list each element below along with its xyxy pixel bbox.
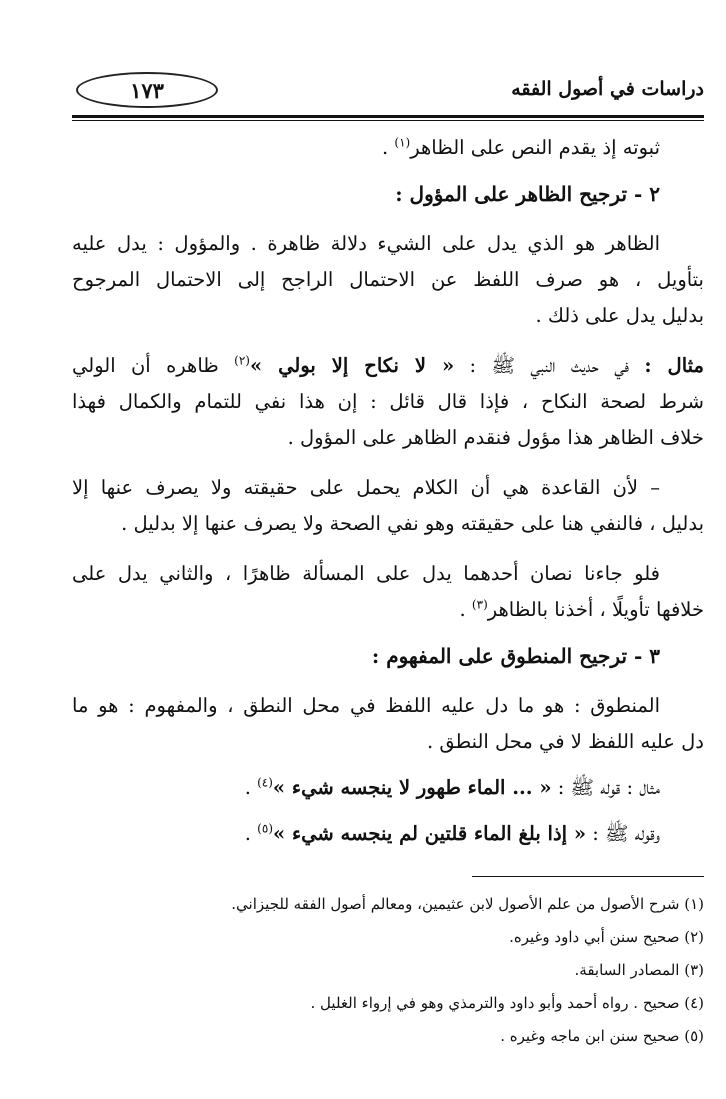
text-line: خلافها تأويلًا ، أخذنا بالظاهر$^{(٣)}$ . xyxy=(459,597,704,621)
text-line: بدليل ، فالنفي هنا على حقيقته وهو نفي الصحة ولا يصرف عنها إلا بدليل . xyxy=(121,512,704,535)
footnote-ref[interactable]: (٣) xyxy=(471,597,488,612)
section-heading: ٣ - ترجيح المنطوق على المفهوم : xyxy=(371,644,660,668)
footnote-item: (٢) صحيح سنن أبي داود وغيره. xyxy=(509,928,704,946)
footnote-item: (٥) صحيح سنن ابن ماجه وغيره . xyxy=(500,1027,704,1045)
example-label: مثال : xyxy=(644,354,704,377)
footnote-ref[interactable]: (٢) xyxy=(234,353,250,368)
footnote-ref[interactable]: (١) xyxy=(394,135,411,150)
text-line: دل عليه اللفظ لا في محل النطق . xyxy=(426,730,704,753)
main-text xyxy=(72,130,704,852)
text-line: شرط لصحة النكاح ، فإذا قال قائل : إن هذا نفي للتمام والكمال فهذا xyxy=(72,390,704,413)
text-line: الظاهر هو الذي يدل على الشيء دلالة ظاهرة . والمؤول : يدل عليه xyxy=(72,232,660,255)
hadith-quote: « لا نكاح إلا بولي » xyxy=(249,354,455,377)
hadith-quote: « ... الماء طهور لا ينجسه شيء » xyxy=(272,776,552,799)
text-line: خلاف الظاهر هذا مؤول فنقدم الظاهر على المؤول . xyxy=(287,426,704,449)
text-line: بتأويل ، هو صرف اللفظ عن الاحتمال الراجح إلى الاحتمال المرجوح xyxy=(72,268,704,291)
page-number xyxy=(76,72,218,108)
hadith-quote: « إذا بلغ الماء قلتين لم ينجسه شيء » xyxy=(273,822,587,845)
text-line: مثال : في حديث النبي ﷺ : « لا نكاح إلا بولي »$^{(٢)}$ ظاهره أن الولي xyxy=(72,353,704,377)
text-line: مثال : قوله ﷺ : « ... الماء طهور لا ينجسه شيء »$^{(٤)}$ . xyxy=(244,775,660,799)
footnote-item: (٤) صحيح . رواه أحمد وأبو داود والترمذي وهو في إرواء الغليل . xyxy=(310,994,704,1012)
footnote-separator xyxy=(472,876,704,877)
text-line: ثبوته إذ يقدم النص على الظاهر$^{(١)}$ . xyxy=(381,135,660,159)
footnote-item: (٣) المصادر السابقة. xyxy=(574,961,704,979)
header-rule-thick xyxy=(72,115,704,118)
running-title: دراسات في أصول الفقه xyxy=(511,78,704,100)
text-line: فلو جاءنا نصان أحدهما يدل على المسألة ظاهرًا ، والثاني يدل على xyxy=(72,562,660,585)
section-heading: ٢ - ترجيح الظاهر على المؤول : xyxy=(395,182,660,206)
page-number-text: ١٧٣ xyxy=(130,77,164,103)
text-line: المنطوق : هو ما دل عليه اللفظ في محل النطق ، والمفهوم : هو ما xyxy=(72,694,660,717)
text-line: وقوله ﷺ : « إذا بلغ الماء قلتين لم ينجسه شيء »$^{(٥)}$ . xyxy=(244,821,660,845)
footnote-ref[interactable]: (٤) xyxy=(257,775,273,790)
footnotes xyxy=(72,888,704,1053)
page-header xyxy=(72,68,704,118)
text-line: بدليل يدل على ذلك . xyxy=(535,304,704,327)
header-rule-thin xyxy=(72,120,704,121)
footnote-item: (١) شرح الأصول من علم الأصول لابن عثيمين، ومعالم أصول الفقه للجيزاني. xyxy=(231,895,704,913)
footnote-ref[interactable]: (٥) xyxy=(257,821,273,836)
text-line: – لأن القاعدة هي أن الكلام يحمل على حقيقته ولا يصرف عنها إلا xyxy=(72,476,660,499)
